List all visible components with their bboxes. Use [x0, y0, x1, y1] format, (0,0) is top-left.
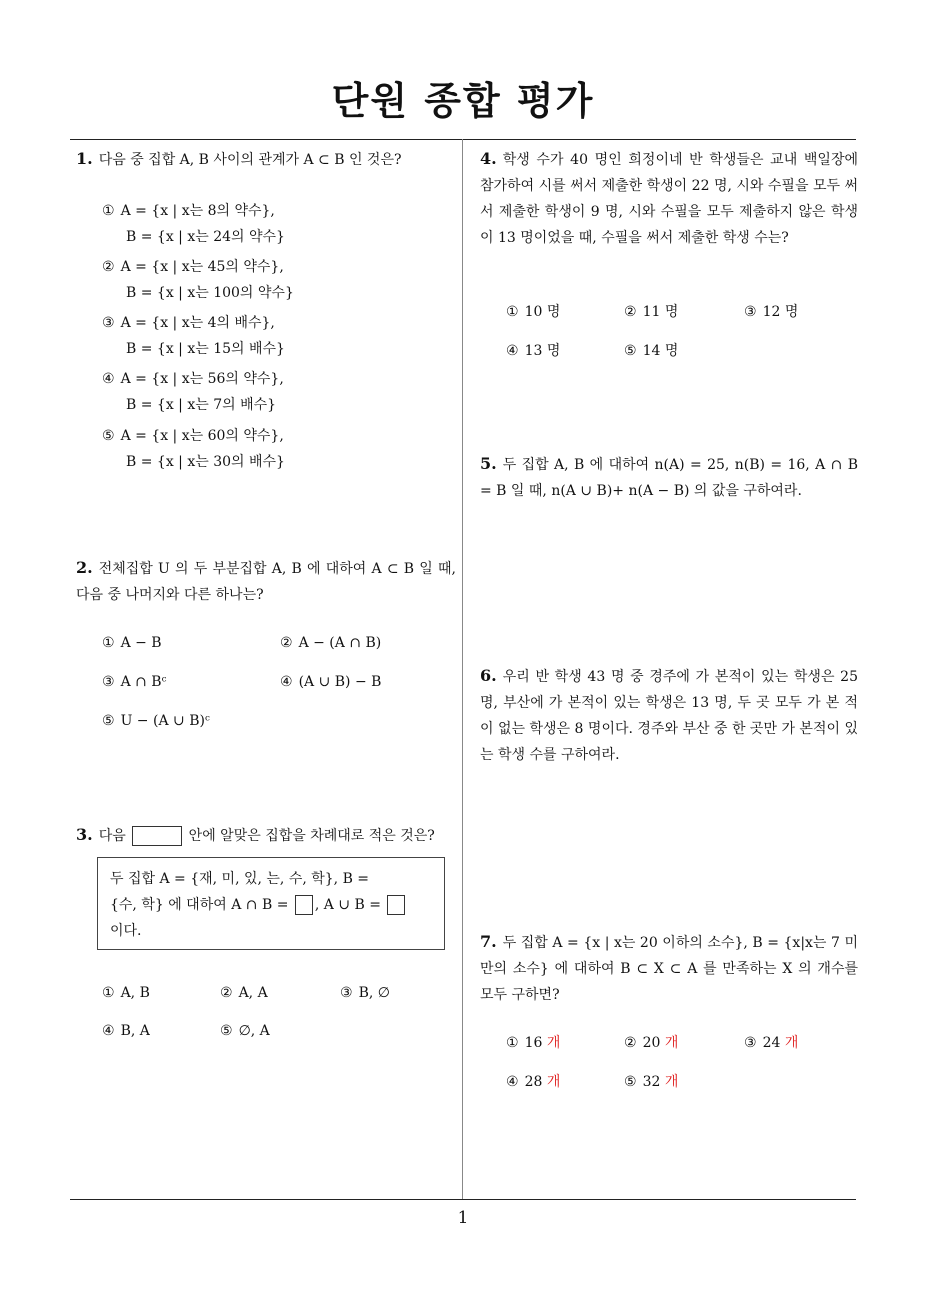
page-number: 1: [457, 1208, 469, 1228]
q2-choice-3[interactable]: ③ A ∩ Bᶜ: [102, 674, 167, 690]
q4-choice-1[interactable]: ① 10 명: [506, 304, 561, 320]
q3-choice-1[interactable]: ① A, B: [102, 985, 150, 1001]
q7-choice-2[interactable]: ② 20 개: [624, 1035, 679, 1051]
blank-box: [295, 895, 313, 915]
question-number: 3.: [76, 825, 93, 844]
question-number: 4.: [480, 149, 497, 168]
question-1: [76, 146, 456, 173]
q1-choice-1[interactable]: ① A = {x | x는 8의 약수}, B = {x | x는 24의 약수}: [102, 203, 285, 245]
q4-choice-3[interactable]: ③ 12 명: [744, 304, 799, 320]
q7-choice-1[interactable]: ① 16 개: [506, 1035, 561, 1051]
q1-choice-2[interactable]: ② A = {x | x는 45의 약수}, B = {x | x는 100의 약수}: [102, 259, 294, 301]
question-number: 6.: [480, 666, 497, 685]
question-6: [480, 663, 858, 768]
blank-box: [387, 895, 405, 915]
q7-choice-3[interactable]: ③ 24 개: [744, 1035, 799, 1051]
q4-choice-2[interactable]: ② 11 명: [624, 304, 679, 320]
page-title: 단원 종합 평가: [331, 79, 595, 123]
question-text: 우리 반 학생 43 명 중 경주에 가 본적이 있는 학생은 25 명, 부산에 가 본적이 있는 학생은 13 명, 두 곳 모두 가 본 적이 없는 학생은 8 명이다. 경주와 부산 중 한 곳만 가 본적이 있는 학생 수를 구하여라.: [480, 669, 858, 763]
question-number: 1.: [76, 149, 93, 168]
q7-choice-4[interactable]: ④ 28 개: [506, 1074, 561, 1090]
bottom-rule: [70, 1199, 856, 1200]
q3-choice-2[interactable]: ② A, A: [220, 985, 268, 1001]
q1-choice-5[interactable]: ⑤ A = {x | x는 60의 약수}, B = {x | x는 30의 배수}: [102, 428, 285, 470]
q1-choice-3[interactable]: ③ A = {x | x는 4의 배수}, B = {x | x는 15의 배수}: [102, 315, 285, 357]
given-condition-box: 두 집합 A = {재, 미, 있, 는, 수, 학}, B = {수, 학} 에 대하여 A ∩ B = , A ∪ B = 이다.: [97, 857, 445, 950]
question-number: 2.: [76, 558, 93, 577]
q3-choice-5[interactable]: ⑤ ∅, A: [220, 1023, 270, 1039]
q2-choice-4[interactable]: ④ (A ∪ B) − B: [280, 674, 382, 690]
question-text: 학생 수가 40 명인 희정이네 반 학생들은 교내 백일장에 참가하여 시를 써서 제출한 학생이 22 명, 시와 수필을 모두 써서 제출한 학생이 9 명, 시와 수필을 모두 제출하지 않은 학생이 13 명이었을 때, 수필을 써서 제출한 학생 수는?: [480, 152, 858, 246]
top-rule: [70, 139, 856, 140]
question-text: 두 집합 A, B 에 대하여 n(A) = 25, n(B) = 16, A ∩ B = B 일 때, n(A ∪ B)+ n(A − B) 의 값을 구하여라.: [480, 457, 858, 499]
blank-box: [132, 826, 182, 846]
q7-choice-5[interactable]: ⑤ 32 개: [624, 1074, 679, 1090]
q4-choice-4[interactable]: ④ 13 명: [506, 343, 561, 359]
q2-choice-2[interactable]: ② A − (A ∩ B): [280, 635, 382, 651]
question-4: [480, 146, 858, 251]
q3-choice-4[interactable]: ④ B, A: [102, 1023, 150, 1039]
column-divider: [462, 139, 463, 1200]
question-number: 5.: [480, 454, 497, 473]
question-text: 두 집합 A = {x | x는 20 이하의 소수}, B = {x|x는 7 미만의 소수} 에 대하여 B ⊂ X ⊂ A 를 만족하는 X 의 개수를 모두 구하면?: [480, 935, 858, 1003]
q3-choice-3[interactable]: ③ B, ∅: [340, 985, 390, 1001]
question-2: [76, 555, 456, 608]
question-3: 3. 다음 안에 알맞은 집합을 차례대로 적은 것은?: [76, 825, 435, 844]
question-number: 7.: [480, 932, 497, 951]
question-5: [480, 451, 858, 504]
q2-choice-1[interactable]: ① A − B: [102, 635, 162, 651]
question-7: [480, 929, 858, 1008]
q2-choice-5[interactable]: ⑤ U − (A ∪ B)ᶜ: [102, 713, 210, 729]
question-text: 다음 중 집합 A, B 사이의 관계가 A ⊂ B 인 것은?: [98, 152, 402, 168]
q1-choice-4[interactable]: ④ A = {x | x는 56의 약수}, B = {x | x는 7의 배수}: [102, 371, 284, 413]
question-text: 전체집합 U 의 두 부분집합 A, B 에 대하여 A ⊂ B 일 때, 다음 중 나머지와 다른 하나는?: [76, 561, 456, 603]
q4-choice-5[interactable]: ⑤ 14 명: [624, 343, 679, 359]
